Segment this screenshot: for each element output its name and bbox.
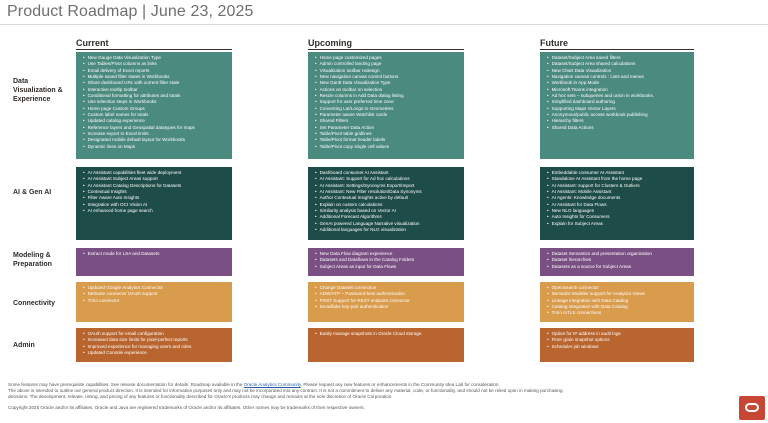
feature-item: • Home page Custom Groups: [83, 106, 232, 112]
feature-item: • Easily manage snapshots in Oracle Cloud storage: [315, 331, 464, 337]
cell-modeling-upcoming: [308, 248, 464, 276]
feature-item: • Author Contextual Insights active by default: [315, 195, 464, 201]
feature-item: • Dataset hierarchies: [547, 257, 694, 263]
feature-item: • Updated Google Analytics Connector: [83, 285, 232, 291]
feature-list: [315, 170, 464, 233]
feature-list: [547, 170, 694, 227]
feature-item: • AI Assistant: Settings/Synonyms Export/Import: [315, 183, 464, 189]
feature-list: [315, 331, 464, 337]
feature-item: • New NLG languages: [547, 208, 694, 214]
feature-item: • Explain on custom calculations: [315, 202, 464, 208]
feature-list: [83, 251, 232, 257]
feature-item: • Contextual Insights: [83, 189, 232, 195]
cell-ai-current: [76, 167, 232, 240]
feature-item: • AI Assistant for Data Flows: [547, 202, 694, 208]
feature-item: • AI Assistant Subject Areas support: [83, 176, 232, 182]
oracle-logo: [739, 396, 765, 420]
feature-item: • Home page customized pages: [315, 55, 464, 61]
feature-list: [315, 55, 464, 150]
feature-item: • AI Assistant capabilities fleet wide deployment: [83, 170, 232, 176]
feature-item: • Supporting Maps Vector Layers: [547, 106, 694, 112]
feature-item: • Auto Insights for Consumers: [547, 214, 694, 220]
feature-item: • Subject Areas as input for Data Flows: [315, 264, 464, 270]
feature-item: • OAuth support for email configuration: [83, 331, 232, 337]
feature-item: • NetSuite connector OAuth support: [83, 291, 232, 297]
feature-item: • Dataset Semantics and presentation organization: [547, 251, 694, 257]
feature-item: • Embeddable consumer AI Assistant: [547, 170, 694, 176]
row-label-ai: AI & Gen AI: [13, 189, 52, 196]
feature-list: [315, 285, 464, 310]
cell-ai-upcoming: [308, 167, 464, 240]
feature-item: • Reference layers and Geospatial datatypes for maps: [83, 125, 232, 131]
feature-item: • Share dashboard URL with current filter state: [83, 80, 232, 86]
feature-item: • Finer grain snapshot options: [547, 337, 694, 343]
feature-item: • AI Assistant Catalog Descriptions for Datasets: [83, 183, 232, 189]
feature-item: • Increase export to Excel limits: [83, 131, 232, 137]
cell-admin-future: [540, 328, 694, 362]
feature-item: • Use Tables/Pivot columns as links: [83, 61, 232, 67]
feature-list: [83, 285, 232, 304]
feature-item: • Dataset/Subject Area saved filters: [547, 55, 694, 61]
feature-item: • Additional Forecast Algorithms: [315, 214, 464, 220]
feature-item: • Updated Console experience: [83, 350, 232, 356]
cell-modeling-future: [540, 248, 694, 276]
feature-item: • Change Dataset connection: [315, 285, 464, 291]
oracle-ring-icon: [745, 403, 759, 412]
feature-item: • Option for IP address in audit logs: [547, 331, 694, 337]
cell-admin-current: [76, 328, 232, 362]
feature-item: • Simplified dashboard authoring: [547, 99, 694, 105]
feature-item: • Navigation canvas controls : Lists and menus: [547, 74, 694, 80]
cell-modeling-current: [76, 248, 232, 276]
feature-item: • New navigation canvas control buttons: [315, 74, 464, 80]
footer-disclaimer-2: decisions. The development, release, timing, and pricing of any features or functionality described for Oracle's products may change and remains at the sole discretion of Oracle Corporation.: [8, 394, 393, 399]
feature-item: • Filter Aware Auto Insights: [83, 195, 232, 201]
feature-item: • Trino mTLS connections: [547, 310, 694, 316]
feature-list: [315, 251, 464, 270]
feature-item: • AI Assistant: Mobile Assistant: [547, 189, 694, 195]
feature-item: • Interactive tooltip toolbar: [83, 87, 232, 93]
feature-item: • Conditional formatting for attributes and totals: [83, 93, 232, 99]
cell-dve-future: [540, 52, 694, 159]
feature-item: • Dataset/Subject Area shared calculations: [547, 61, 694, 67]
column-rule-future: [540, 49, 694, 50]
feature-item: • Improved experience for managing users and roles: [83, 344, 232, 350]
feature-item: • Multiple saved filter states in Workbooks: [83, 74, 232, 80]
feature-item: • Use selection steps in Workbooks: [83, 99, 232, 105]
feature-item: • Email delivery of Excel reports: [83, 68, 232, 74]
feature-item: • Datasets as a source for Subject Areas: [547, 264, 694, 270]
row-label-connectivity: Connectivity: [13, 300, 56, 307]
feature-item: • Designated mobile default layout for Workbooks: [83, 137, 232, 143]
feature-item: • Integration with OCI Vision AI: [83, 202, 232, 208]
feature-item: • New Data Flow diagram experience: [315, 251, 464, 257]
feature-item: • AI enhanced home page search: [83, 208, 232, 214]
feature-item: • New Gantt Data Visualization Type: [315, 80, 464, 86]
feature-item: • Trino connector: [83, 298, 232, 304]
column-header-upcoming: Upcoming: [308, 38, 352, 48]
cell-admin-upcoming: [308, 328, 464, 362]
feature-item: • Datasets and Dataflows in the Catalog Folders: [315, 257, 464, 263]
feature-list: [547, 285, 694, 317]
feature-list: [547, 331, 694, 350]
feature-item: • AI Assistant: New Filter resolution/Data Synonyms: [315, 189, 464, 195]
column-rule-current: [76, 49, 232, 50]
feature-item: • New Chart Data Visualization: [547, 68, 694, 74]
feature-item: • Table/Pivot format header labels: [315, 137, 464, 143]
feature-item: • Actions on toolbar on selection: [315, 87, 464, 93]
feature-list: [547, 55, 694, 131]
footer-note-text-end: . Please request any new features or enhancements in the Community Idea Lab for consideration.: [300, 382, 500, 387]
feature-item: • Shared Filters: [315, 118, 464, 124]
cell-dve-upcoming: [308, 52, 464, 159]
feature-item: • Snowflake key-pair authentication: [315, 304, 464, 310]
row-label-admin: Admin: [13, 342, 35, 349]
feature-item: • Converting Lat/Longs to Geometries: [315, 106, 464, 112]
feature-item: • AI Assistant: Support for Ad hoc calculations: [315, 176, 464, 182]
column-header-current: Current: [76, 38, 109, 48]
footer-note-text: Some features may have prerequisite capabilities. See release documentation for details. Roadmap available in the: [8, 382, 244, 387]
cell-dve-current: [76, 52, 232, 159]
feature-item: • Lineage integration with Data Catalog: [547, 298, 694, 304]
feature-item: • Standalone AI Assistant from the home page: [547, 176, 694, 182]
row-label-data-visualization: Data Visualization & Experience: [13, 78, 63, 103]
feature-item: • OpenSearch connector: [547, 285, 694, 291]
title-divider: [0, 24, 768, 25]
feature-item: • Updated catalog experience: [83, 118, 232, 124]
feature-item: • Custom label names for totals: [83, 112, 232, 118]
page-title: Product Roadmap | June 23, 2025: [7, 3, 254, 20]
feature-list: [83, 55, 232, 150]
feature-item: • Set Parameter Data Action: [315, 125, 464, 131]
feature-item: • Shared Data Actions: [547, 125, 694, 131]
feature-item: • ADW/ATP – Password-less authentication: [315, 291, 464, 297]
feature-item: • Explain for Subject Areas: [547, 221, 694, 227]
feature-item: • Visualization toolbar redesign: [315, 68, 464, 74]
feature-item: • Hierarchy filters: [547, 118, 694, 124]
feature-item: • Parameter aware Watchlist cards: [315, 112, 464, 118]
feature-item: • Resize columns in Add Data dialog listing: [315, 93, 464, 99]
feature-item: • New Gauge Data Visualization Type: [83, 55, 232, 61]
feature-item: • Admin controlled landing page: [315, 61, 464, 67]
column-rule-upcoming: [308, 49, 464, 50]
feature-item: • Dynamic lines on Maps: [83, 144, 232, 150]
feature-item: • Table/Pivot copy single cell values: [315, 144, 464, 150]
feature-item: • Semantic Modeler support for Analytics Views: [547, 291, 694, 297]
feature-list: [547, 251, 694, 270]
feature-item: • Increased data size limits for pixel-perfect reports: [83, 337, 232, 343]
community-link[interactable]: Oracle Analytics Community: [243, 382, 301, 387]
feature-item: • Support for user preferred time zone: [315, 99, 464, 105]
cell-connectivity-future: [540, 282, 694, 322]
feature-list: [83, 331, 232, 356]
cell-connectivity-upcoming: [308, 282, 464, 322]
cell-ai-future: [540, 167, 694, 240]
feature-item: • Microsoft Teams integration: [547, 87, 694, 93]
feature-item: • Anonymous/public access workbook publishing: [547, 112, 694, 118]
feature-item: • AI Assistant: support for Clusters & Outliers: [547, 183, 694, 189]
feature-item: • Table/Pivot table gridlines: [315, 131, 464, 137]
footer-disclaimer-1: The above is intended to outline our general product direction. It is intended for information purposes only and may not be incorporated into any contract. It is not a commitment to deliver any material, code, or functionality, and should not be relied upon in making purchasing: [8, 388, 563, 393]
feature-item: • GenAI powered Language Narrative visualization: [315, 221, 464, 227]
feature-item: • Catalog integration with Data Catalog: [547, 304, 694, 310]
feature-item: • Extract mode for LSA and Datasets: [83, 251, 232, 257]
feature-item: • Workbook in App Mode: [547, 80, 694, 86]
feature-item: • Ad hoc sets – subqueries and union in workbooks.: [547, 93, 694, 99]
feature-item: • POST Support for REST endpoint connector: [315, 298, 464, 304]
cell-connectivity-current: [76, 282, 232, 322]
column-header-future: Future: [540, 38, 568, 48]
feature-list: [83, 170, 232, 214]
feature-item: • Similarity analysis based on Vector AI: [315, 208, 464, 214]
feature-item: • AI Agents: Knowledge documents: [547, 195, 694, 201]
feature-item: • Scheduler job windows: [547, 344, 694, 350]
row-label-modeling: Modeling & Preparation: [13, 252, 52, 268]
footer-copyright: Copyright 2025 Oracle and/or its affiliates. Oracle and Java are registered trademarks of Oracle and/or its affiliates. Other names may be trademarks of their respective owners.: [8, 405, 365, 410]
feature-item: • Dashboard consumer AI Assistant: [315, 170, 464, 176]
feature-item: • Additional languages for NLG visualization: [315, 227, 464, 233]
